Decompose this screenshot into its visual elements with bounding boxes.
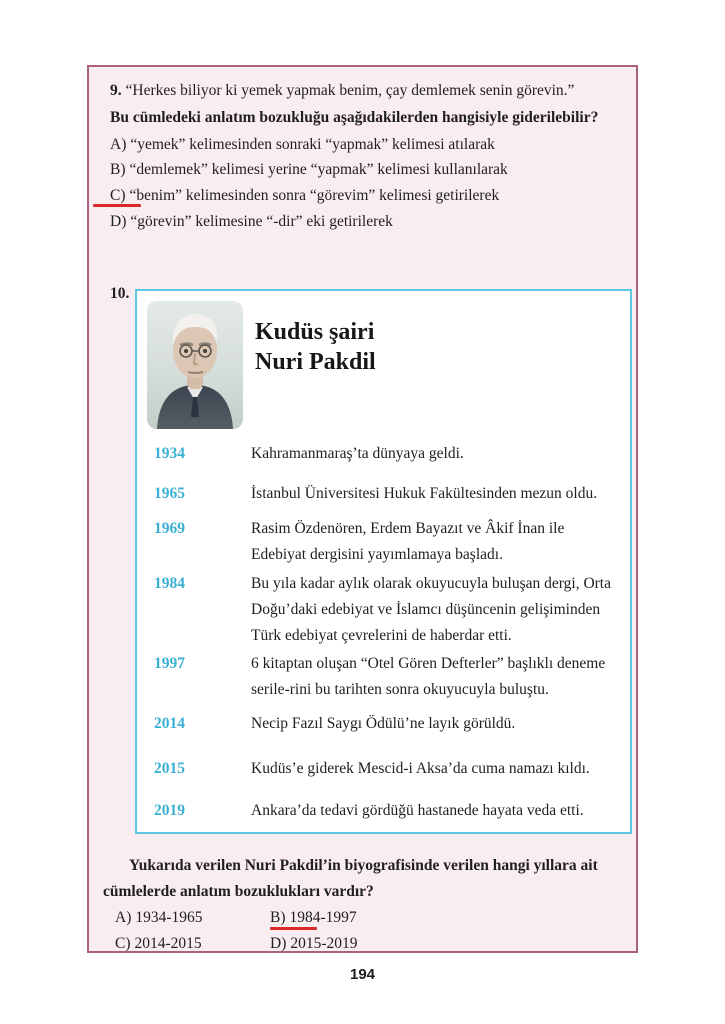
option-text: 2014-2015: [134, 935, 202, 952]
option-text: 1984-1997: [289, 909, 357, 926]
worksheet-panel: [87, 65, 638, 953]
option-text: “yemek” kelimesinden sonraki “yapmak” kelimesi atılarak: [130, 135, 495, 153]
question-10-option-a: [115, 905, 270, 931]
answer-mark-underline: [270, 927, 317, 930]
timeline-year: 1997: [154, 655, 185, 672]
question-10-option-b: [270, 905, 535, 931]
timeline-text: İstanbul Üniversitesi Hukuk Fakültesinden mezun oldu.: [251, 485, 598, 502]
question-9-prompt: Bu cümledeki anlatım bozukluğu aşağıdakilerden hangisiyle giderilebilir?: [110, 108, 599, 126]
timeline-text: Kahramanmaraş’ta dünyaya geldi.: [251, 445, 464, 462]
timeline-text: Rasim Özdenören, Erdem Bayazıt ve Âkif İnan ile Edebiyat dergisini yayımlamaya başladı.: [251, 520, 565, 563]
timeline-year: 1965: [154, 485, 185, 502]
biography-title-line1: Kudüs şairi: [255, 319, 375, 345]
option-label: A): [110, 135, 127, 153]
timeline-text: Bu yıla kadar aylık olarak okuyucuyla buluşan dergi, Orta Doğu’daki edebiyat ve İslamcı düşüncenin gelişiminden Türk edebiyat çevrelerini de haberdar etti.: [251, 575, 611, 644]
question-10-option-c: [115, 931, 270, 957]
question-9-option-b: [110, 157, 622, 183]
option-label: A): [115, 909, 132, 926]
question-9-quote-text: “Herkes biliyor ki yemek yapmak benim, çay demlemek senin görevin.”: [125, 82, 575, 99]
question-9-option-c: [110, 183, 622, 209]
question-10-prompt: Yukarıda verilen Nuri Pakdil’in biyografisinde verilen hangi yıllara ait cümlelerde anlatım bozuklukları vardır?: [103, 857, 598, 900]
question-9: [110, 78, 622, 235]
biography-title-line2: Nuri Pakdil: [255, 349, 376, 375]
option-text: “demlemek” kelimesi yerine “yapmak” kelimesi kullanılarak: [129, 161, 508, 179]
question-9-option-d: [110, 209, 622, 235]
biography-title: [255, 317, 376, 377]
question-10-options: [115, 905, 535, 957]
option-text: “görevin” kelimesine “-dir” eki getirilerek: [130, 212, 393, 230]
question-10-option-d: [270, 931, 535, 957]
timeline-year: 1934: [154, 445, 185, 462]
nuri-pakdil-portrait: [147, 301, 243, 429]
timeline-text: Kudüs’e giderek Mescid-i Aksa’da cuma namazı kıldı.: [251, 760, 590, 777]
option-text: 2015-2019: [290, 935, 358, 952]
option-label: D): [270, 935, 287, 952]
option-label: C): [115, 935, 131, 952]
question-9-number: 9.: [110, 82, 122, 99]
answer-mark-underline: [93, 204, 141, 207]
option-label: B): [110, 161, 126, 179]
timeline-year: 1969: [154, 520, 185, 537]
option-label: D): [110, 212, 127, 230]
timeline-text: 6 kitaptan oluşan “Otel Gören Defterler” başlıklı deneme serile-rini bu tarihten sonra okuyucuyla buluştu.: [251, 655, 606, 698]
timeline-text: Necip Fazıl Saygı Ödülü’ne layık görüldü.: [251, 715, 516, 732]
timeline-year: 1984: [154, 575, 185, 592]
biography-card: [135, 289, 632, 834]
option-label: B): [270, 909, 286, 926]
page-number: 194: [349, 966, 376, 983]
timeline-text: Ankara’da tedavi gördüğü hastanede hayata veda etti.: [251, 802, 584, 819]
timeline-year: 2014: [154, 715, 185, 732]
option-label: C): [110, 187, 126, 205]
timeline-year: 2015: [154, 760, 185, 777]
question-10-number: 10.: [110, 285, 130, 302]
option-text: “benim” kelimesinden sonra “görevim” kelimesi getirilerek: [129, 187, 500, 205]
timeline-year: 2019: [154, 802, 185, 819]
question-9-quote: [110, 78, 622, 104]
option-text: 1934-1965: [135, 909, 203, 926]
question-9-option-a: [110, 132, 622, 158]
